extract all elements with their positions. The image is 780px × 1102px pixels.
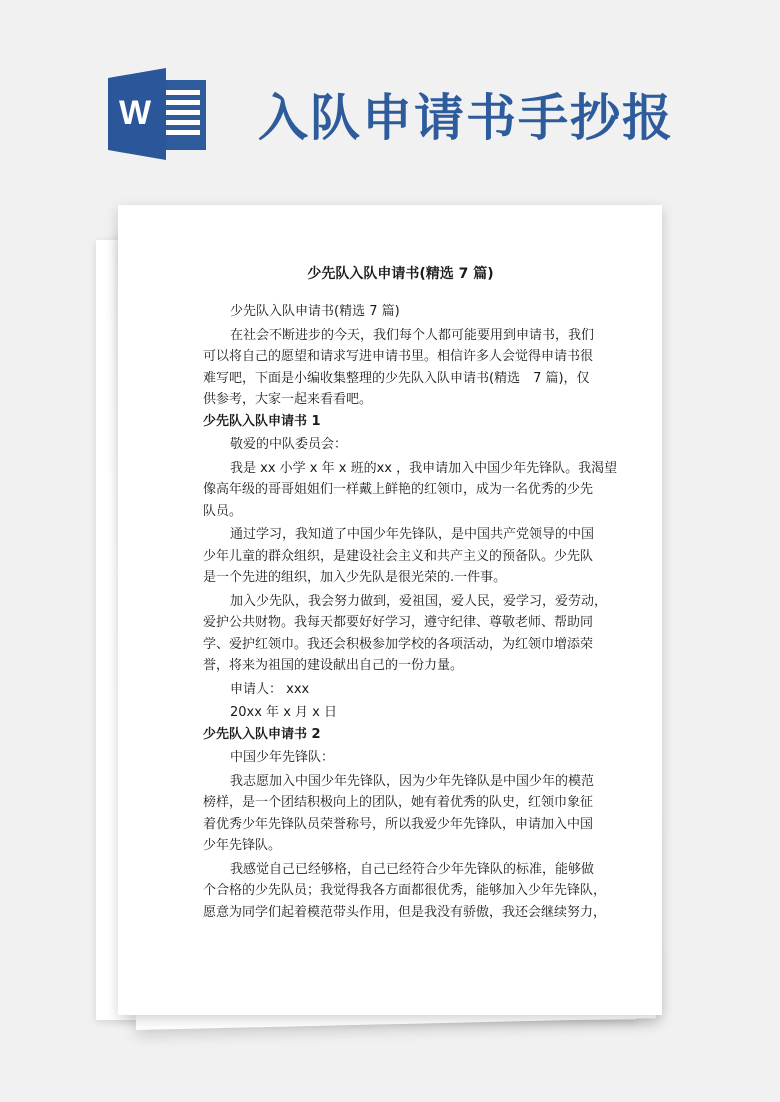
text-line: 像高年级的哥哥姐姐们一样戴上鲜艳的红领巾，成为一名优秀的少先 (203, 482, 594, 497)
paragraph (203, 434, 603, 456)
text-line: 敬爱的中队委员会： (230, 437, 348, 452)
paragraph (203, 702, 603, 724)
text-line: 队员。 (203, 503, 243, 519)
text-line: 着优秀少年先锋队员荣誉称号，所以我爱少年先锋队，申请加入中国 (203, 816, 594, 832)
text-line: 个合格的少先队员；我觉得我各方面都很优秀，能够加入少年先锋队， (203, 883, 607, 898)
text-line: 加入少先队，我会努力做到，爱祖国，爱人民，爱学习，爱劳动， (230, 593, 608, 609)
text-line: 我是 xx 小学 x 年 x 班的xx ，我申请加入中国少年先锋队。我渴望 (230, 460, 618, 476)
text-line: 难写吧，下面是小编收集整理的少先队入队申请书(精选 7 篇)，仅 (203, 370, 590, 386)
text-line: 中国少年先锋队： (230, 750, 335, 765)
logo-letter: W (118, 94, 152, 132)
text-line: 少先队入队申请书 1 (203, 413, 321, 429)
text-line: 20xx 年 x 月 x 日 (230, 705, 337, 720)
document-page (118, 205, 662, 1015)
text-line: 可以将自己的愿望和请求写进申请书里。相信许多人会觉得申请书很 (203, 349, 594, 364)
text-line: 榜样，是一个团结积极向上的团队，她有着优秀的队史，红领巾象征 (203, 795, 594, 810)
text-line: 是一个先进的组织，加入少先队是很光荣的.一件事。 (203, 570, 507, 585)
document-content (203, 301, 618, 923)
text-line: 少先队入队申请书 2 (203, 726, 321, 742)
paragraph (203, 747, 603, 769)
text-line: 学、爱护红领巾。我还会积极参加学校的各项活动，为红领巾增添荣 (203, 636, 594, 652)
text-line: 通过学习，我知道了中国少年先锋队，是中国共产党领导的中国 (230, 527, 595, 542)
text-line: 少年儿童的群众组织，是建设社会主义和共产主义的预备队。少先队 (203, 548, 594, 564)
paragraph (203, 524, 603, 589)
text-line: 我感觉自己已经够格，自己已经符合少年先锋队的标准，能够做 (230, 861, 595, 877)
paragraph (203, 325, 603, 411)
document-title: 少先队入队申请书(精选 7 篇) (307, 266, 494, 282)
section-heading (203, 411, 603, 433)
paragraph (203, 771, 603, 857)
section-heading (203, 724, 603, 746)
word-logo-icon (108, 68, 208, 160)
banner-title: 入队申请书手抄报 (258, 88, 674, 147)
paragraph (203, 679, 603, 701)
text-line: 供参考，大家一起来看看吧。 (203, 392, 373, 407)
paragraph (203, 859, 607, 924)
text-line: 申请人： xxx (230, 681, 310, 697)
document-body (203, 263, 618, 923)
paragraph (203, 458, 618, 523)
paragraph (203, 591, 608, 677)
text-line: 誉，将来为祖国的建设献出自己的一份力量。 (203, 658, 464, 673)
paragraph (203, 301, 603, 323)
text-line: 爱护公共财物。我每天都要好好学习，遵守纪律、尊敬老师、帮助同 (203, 615, 594, 630)
text-line: 在社会不断进步的今天，我们每个人都可能要用到申请书，我们 (230, 327, 595, 343)
text-line: 我志愿加入中国少年先锋队，因为少年先锋队是中国少年的模范 (230, 773, 595, 789)
text-line: 少年先锋队。 (203, 838, 282, 853)
text-line: 少先队入队申请书(精选 7 篇) (230, 304, 400, 319)
text-line: 愿意为同学们起着模范带头作用，但是我没有骄傲，我还会继续努力， (203, 904, 607, 920)
